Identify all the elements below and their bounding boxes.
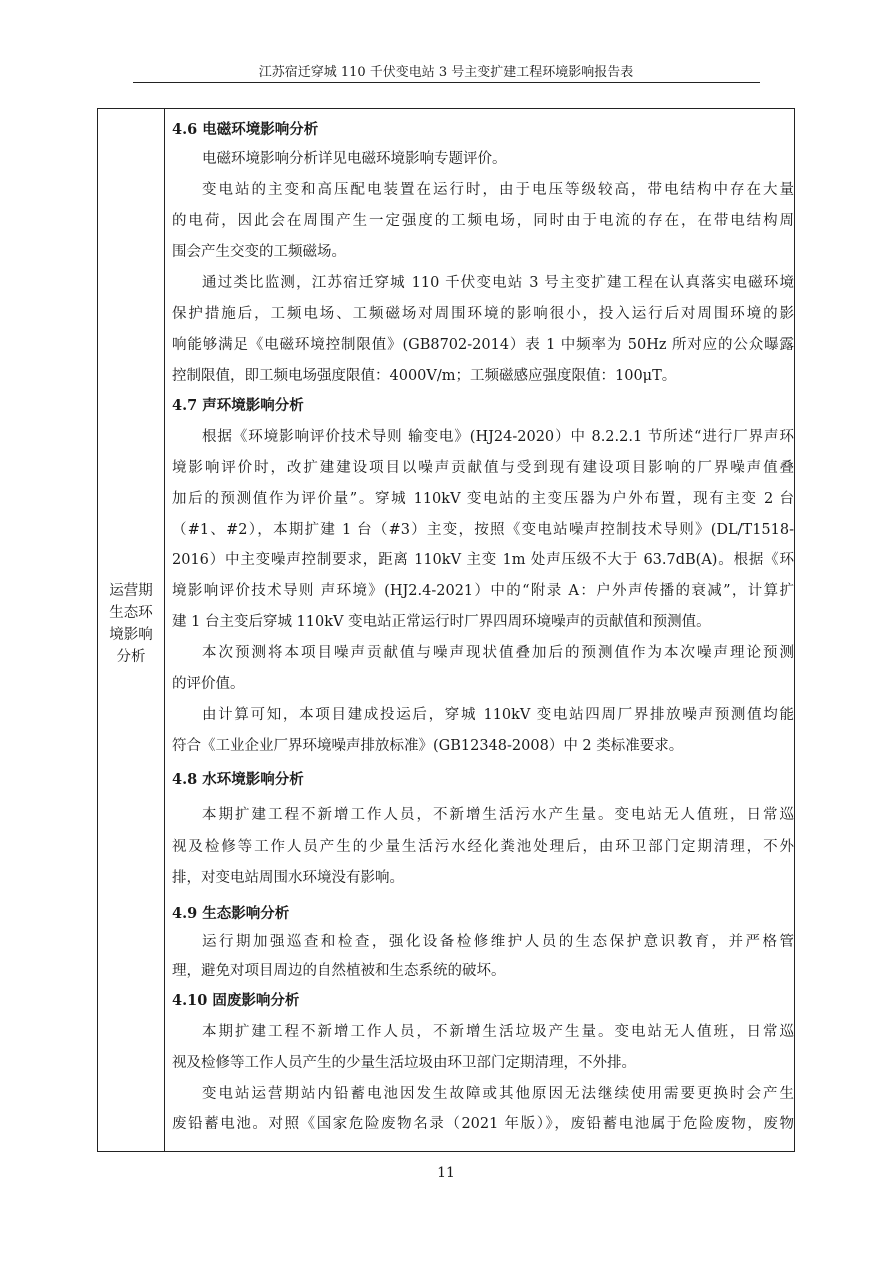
paragraph-line: 响能够满足《电磁环境控制限值》(GB8702-2014）表 1 中频率为 50Hz 所对应的公众曝露	[172, 337, 794, 353]
paragraph-line: 电磁环境影响分析详见电磁环境影响专题评价。	[202, 151, 507, 167]
section-label-line: 生态环	[109, 605, 153, 621]
paragraph-line: 本期扩建工程不新增工作人员，不新增生活污水产生量。变电站无人值班，日常巡	[202, 807, 794, 823]
paragraph-line: 的电荷，因此会在周围产生一定强度的工频电场，同时由于电流的存在，在带电结构周	[172, 213, 794, 229]
paragraph-line: 视及检修等工作人员产生的少量生活污水经化粪池处理后，由环卫部门定期清理，不外	[172, 839, 794, 855]
paragraph-line: 控制限值，即工频电场强度限值：4000V/m；工频磁感应强度限值：100μT。	[172, 368, 677, 384]
paragraph-line: 境影响评价技术导则 声环境》(HJ2.4-2021）中的“附录 A：户外声传播的衰减”，计算扩	[172, 583, 794, 599]
paragraph-line: 变电站的主变和高压配电装置在运行时，由于电压等级较高，带电结构中存在大量	[202, 182, 794, 198]
paragraph-line: 运行期加强巡查和检查，强化设备检修维护人员的生态保护意识教育，并严格管	[202, 934, 794, 950]
section-label-line: 境影响	[109, 627, 153, 643]
page-header-title: 江苏宿迁穿城 110 千伏变电站 3 号主变扩建工程环境影响报告表	[258, 65, 634, 80]
paragraph-line: 的评价值。	[172, 676, 245, 692]
section-content-cell	[165, 109, 794, 1151]
section-heading: 4.7 声环境影响分析	[172, 397, 304, 414]
paragraph-line: 本期扩建工程不新增工作人员，不新增生活垃圾产生量。变电站无人值班，日常巡	[202, 1024, 794, 1040]
paragraph-line: 视及检修等工作人员产生的少量生活垃圾由环卫部门定期清理，不外排。	[172, 1055, 636, 1071]
section-label	[98, 580, 164, 668]
paragraph-line: （#1、#2），本期扩建 1 台（#3）主变，按照《变电站噪声控制技术导则》(DL/T1518-	[172, 522, 794, 538]
header-divider	[133, 82, 760, 83]
paragraph-line: 本次预测将本项目噪声贡献值与噪声现状值叠加后的预测值作为本次噪声理论预测	[202, 645, 794, 661]
paragraph-line: 保护措施后，工频电场、工频磁场对周围环境的影响很小，投入运行后对周围环境的影	[172, 306, 794, 322]
paragraph-line: 理，避免对项目周边的自然植被和生态系统的破坏。	[172, 963, 506, 979]
section-heading: 4.8 水环境影响分析	[172, 771, 304, 788]
paragraph-line: 排，对变电站周围水环境没有影响。	[172, 870, 404, 886]
paragraph-line: 加后的预测值作为评价量”。穿城 110kV 变电站的主变压器为户外布置，现有主变 2 台	[172, 491, 794, 507]
report-table	[97, 108, 795, 1152]
paragraph-line: 2016）中主变噪声控制要求，距离 110kV 主变 1m 处声压级不大于 63.7dB(A)。根据《环	[172, 552, 794, 568]
section-heading: 4.9 生态影响分析	[172, 905, 290, 922]
paragraph-line: 废铅蓄电池。对照《国家危险废物名录（2021 年版）》，废铅蓄电池属于危险废物，废物	[172, 1116, 794, 1132]
paragraph-line: 根据《环境影响评价技术导则 输变电》(HJ24-2020）中 8.2.2.1 节所述“进行厂界声环	[202, 429, 794, 445]
section-label-line: 运营期	[109, 583, 153, 599]
paragraph-line: 由计算可知，本项目建成投运后，穿城 110kV 变电站四周厂界排放噪声预测值均能	[202, 707, 794, 723]
paragraph-line: 建 1 台主变后穿城 110kV 变电站正常运行时厂界四周环境噪声的贡献值和预测值。	[172, 614, 711, 630]
paragraph-line: 变电站运营期站内铅蓄电池因发生故障或其他原因无法继续使用需要更换时会产生	[202, 1086, 794, 1102]
paragraph-line: 通过类比监测，江苏宿迁穿城 110 千伏变电站 3 号主变扩建工程在认真落实电磁环境	[202, 275, 794, 291]
section-label-line: 分析	[116, 649, 146, 665]
page-number: 11	[437, 1165, 455, 1181]
section-heading: 4.6 电磁环境影响分析	[172, 121, 319, 138]
paragraph-line: 境影响评价时，改扩建建设项目以噪声贡献值与受到现有建设项目影响的厂界噪声值叠	[172, 460, 794, 476]
section-heading: 4.10 固废影响分析	[172, 992, 300, 1009]
paragraph-line: 围会产生交变的工频磁场。	[172, 244, 346, 260]
section-label-cell	[98, 109, 165, 1151]
paragraph-line: 符合《工业企业厂界环境噪声排放标准》(GB12348-2008）中 2 类标准要求。	[172, 738, 684, 754]
